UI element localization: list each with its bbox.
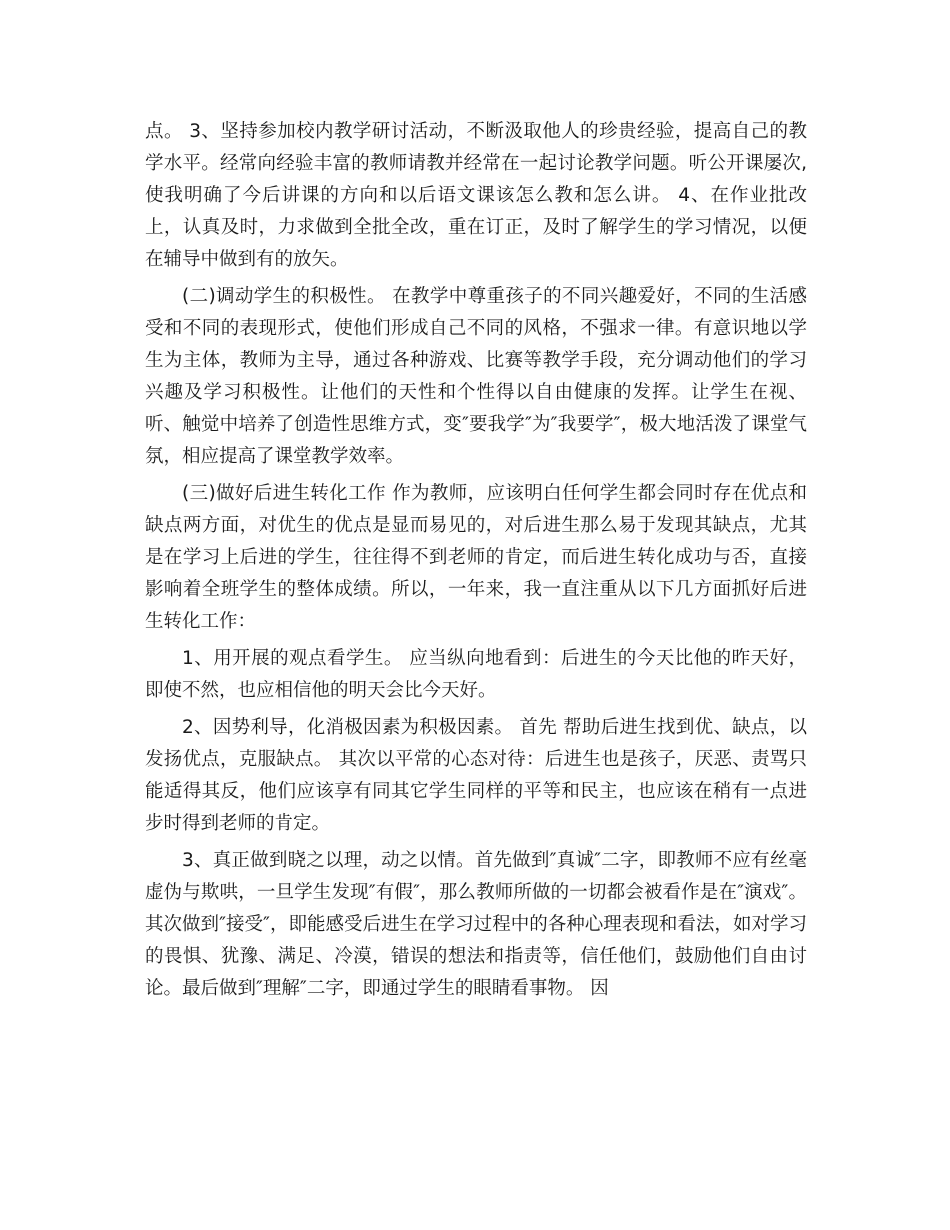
paragraph-point-one: 1、用开展的观点看学生。 应当纵向地看到：后进生的今天比他的昨天好，即使不然，也应相信他的明天会比今天好。 <box>145 648 807 701</box>
paragraph-section-three: (三)做好后进生转化工作 作为教师，应该明白任何学生都会同时存在优点和缺点两方面，对优生的优点是显而易见的，对后进生那么易于发现其缺点，尤其是在学习上后进的学生，往往得不到老师的肯定，而后进生转化成功与否，直接影响着全班学生的整体成绩。所以，一年来，我一直注重从以下几方面抓好后进生转化工作： <box>145 483 807 632</box>
paragraph-point-three: 3、真正做到晓之以理，动之以情。首先做到″真诚″二字，即教师不应有丝毫虚伪与欺哄，一旦学生发现″有假″，那么教师所做的一切都会被看作是在″演戏″。其次做到″接受″，即能感受后进生在学习过程中的各种心理表现和看法，如对学习的畏惧、犹豫、满足、冷漠，错误的想法和指责等，信任他们，鼓励他们自由讨论。最后做到″理解″二字，即通过学生的眼睛看事物。 因 <box>145 850 807 999</box>
document-body <box>145 116 807 1010</box>
paragraph-section-two: (二)调动学生的积极性。 在教学中尊重孩子的不同兴趣爱好，不同的生活感受和不同的表现形式，使他们形成自己不同的风格，不强求一律。有意识地以学生为主体，教师为主导，通过各种游戏、比赛等教学手段，充分调动他们的学习兴趣及学习积极性。让他们的天性和个性得以自由健康的发挥。让学生在视、听、触觉中培养了创造性思维方式，变″要我学″为″我要学″，极大地活泼了课堂气氛，相应提高了课堂教学效率。 <box>145 286 807 467</box>
paragraph-point-two: 2、因势利导，化消极因素为积极因素。 首先 帮助后进生找到优、缺点，以发扬优点，克服缺点。 其次以平常的心态对待：后进生也是孩子，厌恶、责骂只能适得其反，他们应该享有同其它学生同样的平等和民主，也应该在稍有一点进步时得到老师的肯定。 <box>145 717 807 834</box>
paragraph-continuation: 点。 3、坚持参加校内教学研讨活动，不断汲取他人的珍贵经验，提高自己的教学水平。经常向经验丰富的教师请教并经常在一起讨论教学问题。听公开课屡次,使我明确了今后讲课的方向和以后语文课该怎么教和怎么讲。 4、在作业批改上，认真及时，力求做到全批全改，重在订正，及时了解学生的学习情况，以便在辅导中做到有的放矢。 <box>145 121 807 270</box>
